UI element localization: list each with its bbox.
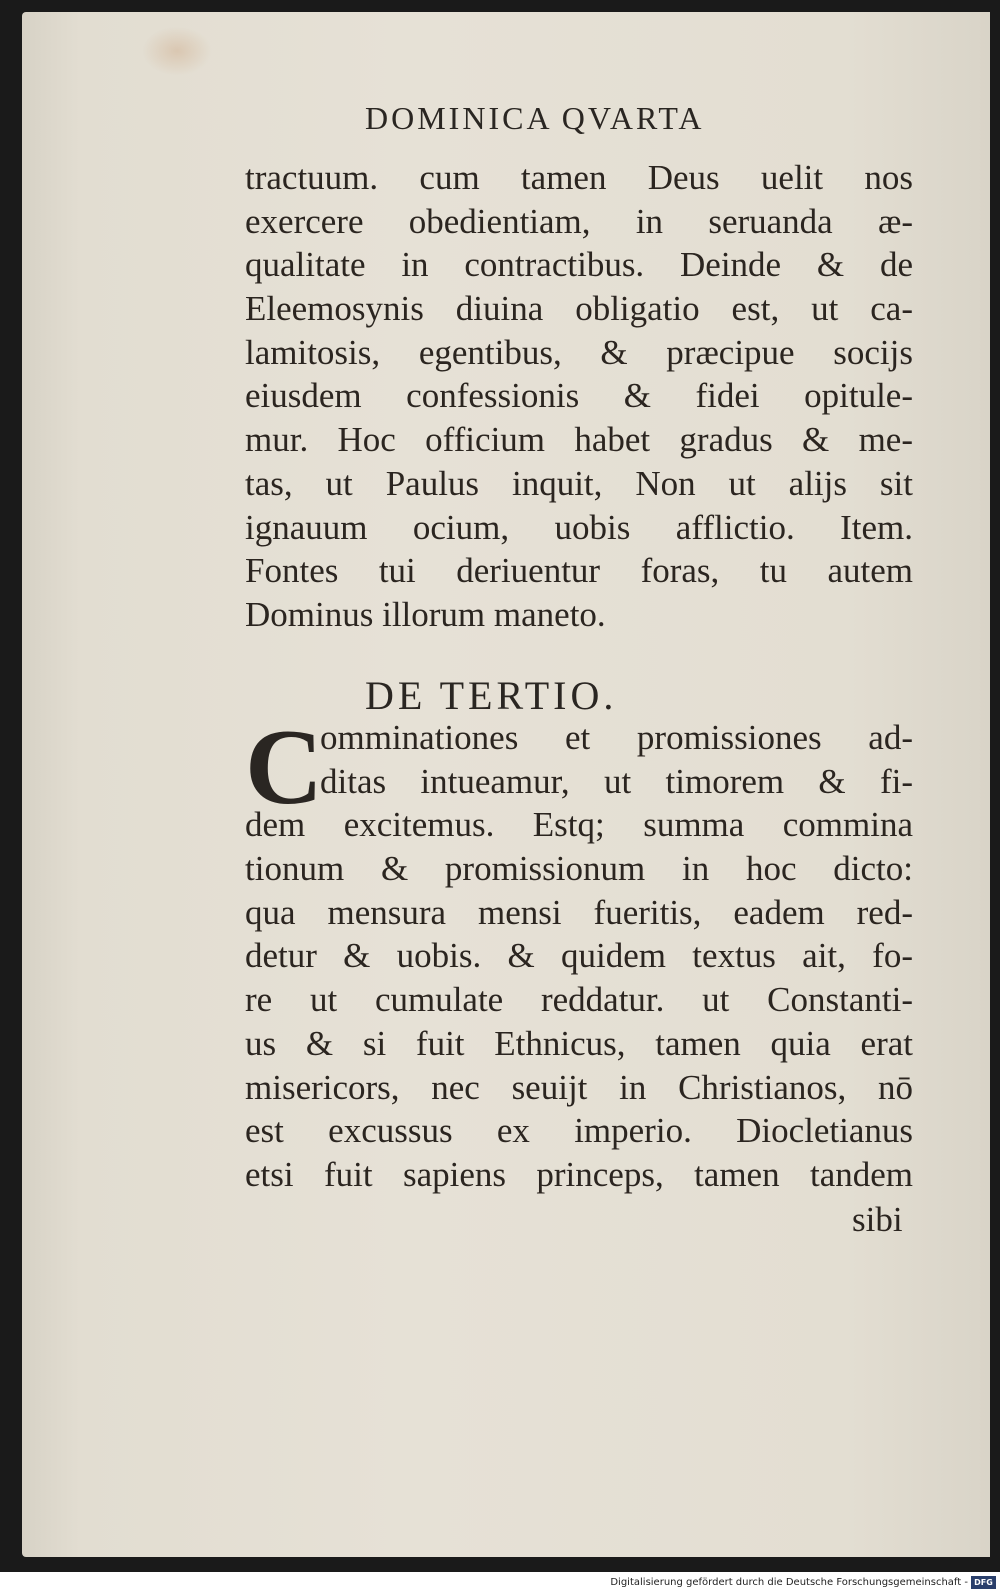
text-line: est excussus ex imperio. Diocletianus bbox=[245, 1111, 913, 1151]
text-line: Fontes tui deriuentur foras, tu autem bbox=[245, 551, 913, 591]
text-line: qualitate in contractibus. Deinde & de bbox=[245, 245, 913, 285]
paper-stain bbox=[142, 26, 212, 76]
text-line: us & si fuit Ethnicus, tamen quia erat bbox=[245, 1023, 913, 1063]
text-line: exercere obedientiam, in seruanda æ- bbox=[245, 201, 913, 241]
catchword: sibi bbox=[852, 1200, 903, 1239]
drop-cap: C bbox=[245, 708, 323, 827]
text-line: etsi fuit sapiens princeps, tamen tandem bbox=[245, 1154, 913, 1194]
section-title: DE TERTIO. bbox=[365, 673, 618, 718]
text-line: qua mensura mensi fueritis, eadem red- bbox=[245, 892, 913, 932]
text-line: lamitosis, egentibus, & præcipue socijs bbox=[245, 332, 913, 372]
text-line: omminationes et promissiones ad- bbox=[320, 718, 913, 757]
text-line: detur & uobis. & quidem textus ait, fo- bbox=[245, 936, 913, 976]
text-line: dem excitemus. Estq; summa commina bbox=[245, 805, 913, 845]
text-line: tractuum. cum tamen Deus uelit nos bbox=[245, 158, 913, 197]
text-line: Dominus illorum maneto. bbox=[245, 594, 606, 634]
text-line: eiusdem confessionis & fidei opitule- bbox=[245, 376, 913, 416]
paragraph-2 bbox=[245, 708, 913, 1197]
text-line: Eleemosynis diuina obligatio est, ut ca- bbox=[245, 289, 913, 329]
text-line: ignauum ocium, uobis afflictio. Item. bbox=[245, 507, 913, 547]
text-line: tas, ut Paulus inquit, Non ut alijs sit bbox=[245, 463, 913, 503]
running-head: DOMINICA QVARTA bbox=[365, 100, 705, 136]
text-line: mur. Hoc officium habet gradus & me- bbox=[245, 420, 913, 460]
text-line: ditas intueamur, ut timorem & fi- bbox=[320, 761, 913, 801]
dfg-logo: DFG bbox=[971, 1576, 996, 1589]
text-line: tionum & promissionum in hoc dicto: bbox=[245, 849, 913, 889]
text-line: misericors, nec seuijt in Christianos, nō bbox=[245, 1067, 913, 1107]
paragraph-1 bbox=[245, 156, 913, 637]
funding-credit: Digitalisierung gefördert durch die Deutsche Forschungsgemeinschaft - bbox=[610, 1577, 968, 1588]
text-line: re ut cumulate reddatur. ut Constanti- bbox=[245, 980, 913, 1020]
